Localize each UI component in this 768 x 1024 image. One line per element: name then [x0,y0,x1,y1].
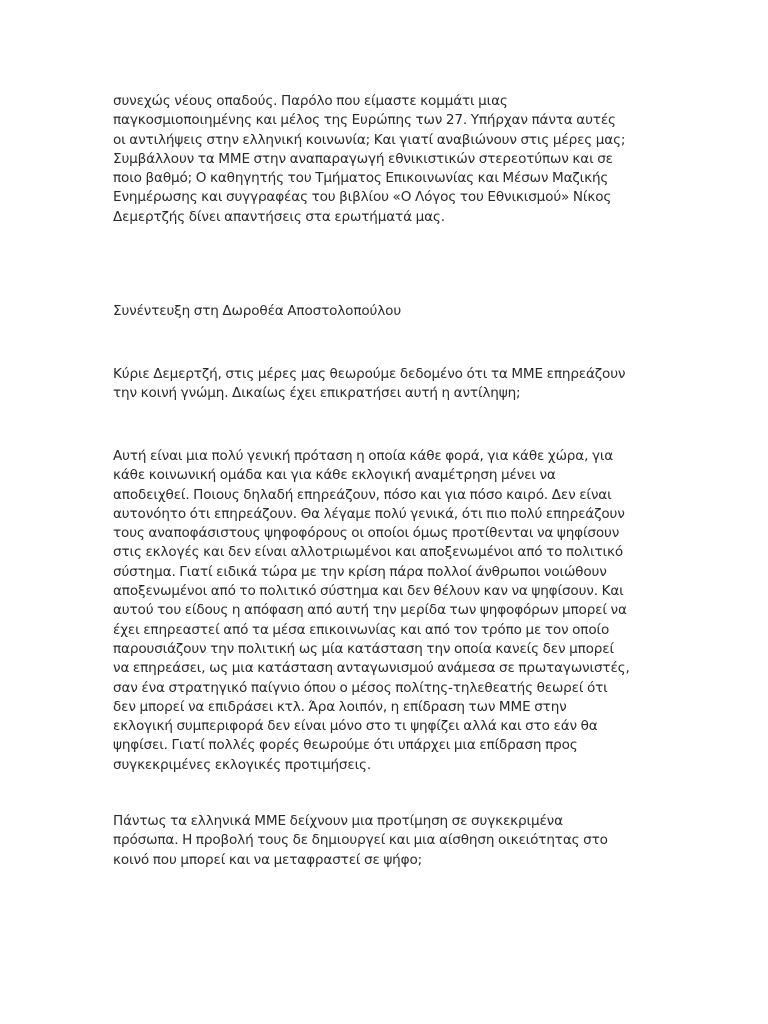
intro-paragraph [113,92,661,227]
text-line: πρόσωπα. Η προβολή τους δε δημιουργεί και μια αίσθηση οικειότητας στο [113,832,608,849]
text-line: Πάντως τα ελληνικά ΜΜΕ δείχνουν μια προτίμηση σε συγκεκριμένα [113,813,563,829]
text-line: Κύριε Δεμερτζή, στις μέρες μας θεωρούμε δεδομένο ότι τα ΜΜΕ επηρεάζουν [113,366,626,382]
text-line: τους αναποφάσιστους ψηφοφόρους οι οποίοι όμως προτίθενται να ψηφίσουν [113,525,620,542]
text-line: έχει επηρεαστεί από τα μέσα επικοινωνίας και από τον τρόπο με τον οποίο [113,621,610,638]
text-line: την κοινή γνώμη. Δικαίως έχει επικρατήσει αυτή η αντίληψη; [113,385,521,402]
text-line: αποδειχθεί. Ποιους δηλαδή επηρεάζουν, πόσο και για πόσο καιρό. Δεν είναι [113,486,612,503]
text-line: συγκεκριμένες εκλογικές προτιμήσεις. [113,756,372,773]
text-line: κάθε κοινωνική ομάδα και για κάθε εκλογική αναμέτρηση μένει να [113,467,556,484]
text-line: παγκοσμιοποιημένης και μέλος της Ευρώπης των 27. Υπήρχαν πάντα αυτές [113,112,616,129]
text-line: Ενημέρωσης και συγγραφέας του βιβλίου «Ο Λόγος του Εθνικισμού» Νίκος [113,189,612,206]
text-line: ψηφίσει. Γιατί πολλές φορές θεωρούμε ότι υπάρχει μια επίδραση προς [113,737,578,754]
text-line: να επηρεάσει, ως μια κατάσταση ανταγωνισμού ανάμεσα σε πρωταγωνιστές, [113,660,630,677]
text-line: Αυτή είναι μια πολύ γενική πρόταση η οποία κάθε φορά, για κάθε χώρα, για [113,448,614,464]
text-line: Δεμερτζής δίνει απαντήσεις στα ερωτήματά μας. [113,208,445,225]
question-paragraph [113,365,661,404]
text-line: κοινό που μπορεί και να μεταφραστεί σε ψήφο; [113,851,423,868]
text-line: στις εκλογές και δεν είναι αλλοτριωμένοι και αποξενωμένοι από το πολιτικό [113,544,623,561]
interview-byline [113,302,661,321]
text-line: αυτονόητο ότι επηρεάζουν. Θα λέγαμε πολύ γενικά, ότι πιο πολύ επηρεάζουν [113,505,625,522]
byline-text: Συνέντευξη στη Δωροθέα Αποστολοπούλου [113,303,402,319]
text-line: οι αντιλήψεις στην ελληνική κοινωνία; Και γιατί αναβιώνουν στις μέρες μας; [113,131,626,148]
text-line: δεν μπορεί να επιδράσει κτλ. Άρα λοιπόν, η επίδραση των ΜΜΕ στην [113,698,567,715]
text-line: σύστημα. Γιατί ειδικά τώρα με την κρίση πάρα πολλοί άνθρωποι νοιώθουν [113,563,607,580]
text-line: εκλογική συμπεριφορά δεν είναι μόνο στο τι ψηφίζει αλλά και στο εάν θα [113,718,598,735]
text-line: σαν ένα στρατηγικό παίγνιο όπου ο μέσος πολίτης-τηλεθεατής θεωρεί ότι [113,679,608,696]
text-line: παρουσιάζουν την πολιτική ως μία κατάσταση την οποία κανείς δεν μπορεί [113,640,614,657]
text-line: ποιο βαθμό; Ο καθηγητής του Τμήματος Επικοινωνίας και Μέσων Μαζικής [113,170,609,187]
text-line: αποξενωμένοι από το πολιτικό σύστημα και δεν θέλουν καν να ψηφίσουν. Και [113,583,624,600]
text-line: αυτού του είδους η απόφαση από αυτή την μερίδα των ψηφοφόρων μπορεί να [113,602,627,619]
text-line: Συμβάλλουν τα ΜΜΕ στην αναπαραγωγή εθνικιστικών στερεοτύπων και σε [113,150,613,167]
text-line: συνεχώς νέους οπαδούς. Παρόλο που είμαστε κομμάτι μιας [113,93,508,109]
answer-paragraph [113,447,661,775]
question-paragraph [113,812,661,870]
